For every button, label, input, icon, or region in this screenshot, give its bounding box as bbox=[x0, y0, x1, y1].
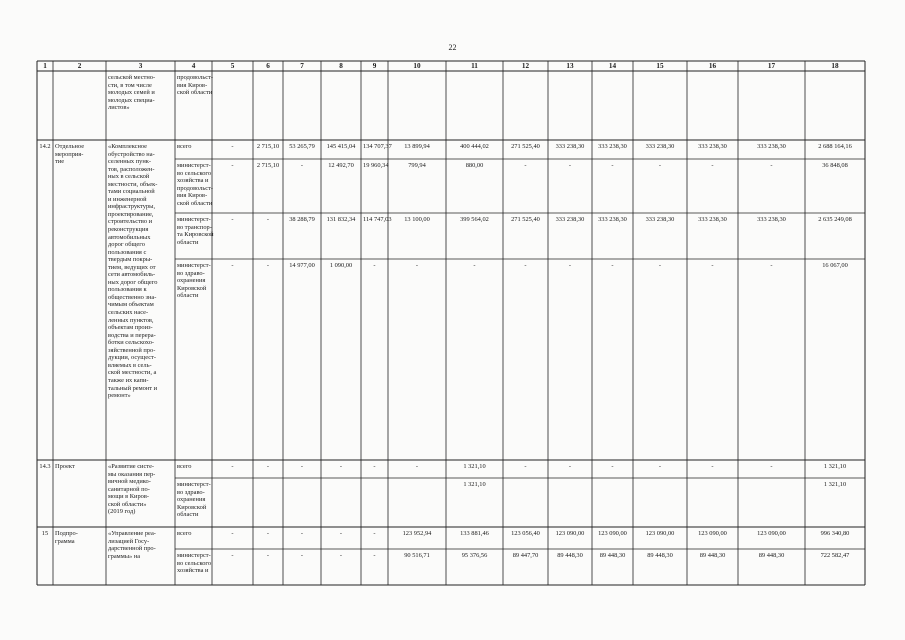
block-type: Подпро- грамма bbox=[55, 530, 78, 545]
value-cell: - bbox=[611, 262, 614, 269]
executor-cell: министерст- во транспор- та Кировской области bbox=[177, 216, 214, 246]
value-cell: - bbox=[231, 552, 234, 559]
value-cell: 123 952,94 bbox=[402, 530, 432, 537]
block-name: «Управление реа- лизацией Госу- дарственной про- граммы» на bbox=[108, 530, 156, 560]
column-header-6: 6 bbox=[266, 62, 270, 70]
executor-cell: министерст- во сельского хозяйства и продовольст- вия Киров- ской области bbox=[177, 162, 214, 207]
value-cell: 19 960,34 bbox=[363, 162, 389, 169]
value-cell: - bbox=[524, 463, 527, 470]
block-name: «Развитие систе- мы оказания пер- вичной медико- санитарной по- мощи в Киров- ской области» (2019 год) bbox=[108, 463, 156, 516]
column-header-10: 10 bbox=[413, 62, 421, 70]
value-cell: 2 715,10 bbox=[256, 143, 280, 150]
executor-cell: министерст- во здраво- охранения Кировской области bbox=[177, 262, 211, 300]
column-header-2: 2 bbox=[77, 62, 82, 70]
value-cell: - bbox=[339, 552, 343, 559]
value-cell: 722 582,47 bbox=[820, 552, 850, 559]
page-number: 22 bbox=[448, 43, 457, 52]
block-number: 14.3 bbox=[39, 463, 51, 470]
value-cell: - bbox=[611, 162, 614, 169]
value-cell: - bbox=[770, 162, 773, 169]
column-header-5: 5 bbox=[230, 62, 235, 70]
value-cell: 271 525,40 bbox=[511, 216, 540, 223]
value-cell: - bbox=[266, 262, 270, 269]
value-cell: 123 090,00 bbox=[555, 530, 585, 537]
value-cell: - bbox=[300, 162, 304, 169]
value-cell: - bbox=[770, 262, 773, 269]
column-header-17: 17 bbox=[767, 62, 776, 70]
value-cell: 53 265,79 bbox=[289, 143, 315, 150]
budget-table bbox=[37, 61, 865, 601]
value-cell: 89 447,70 bbox=[512, 552, 539, 559]
value-cell: 799,94 bbox=[408, 162, 426, 169]
value-cell: 1 321,10 bbox=[463, 481, 486, 488]
value-cell: 333 238,30 bbox=[555, 216, 585, 223]
value-cell: - bbox=[415, 262, 419, 269]
value-cell: 333 238,30 bbox=[598, 216, 627, 223]
block-number: 14.2 bbox=[39, 143, 51, 150]
value-cell: 2 715,10 bbox=[256, 162, 280, 169]
value-cell: 271 525,40 bbox=[511, 143, 540, 150]
value-cell: 123 090,00 bbox=[757, 530, 786, 537]
column-header-8: 8 bbox=[339, 62, 343, 70]
value-cell: - bbox=[711, 262, 714, 269]
value-cell: 123 090,00 bbox=[645, 530, 675, 537]
value-cell: - bbox=[231, 463, 234, 470]
value-cell: - bbox=[658, 463, 662, 470]
value-cell: 333 238,30 bbox=[757, 143, 786, 150]
value-cell: - bbox=[266, 216, 270, 223]
value-cell: 134 707,37 bbox=[363, 143, 392, 150]
value-cell: - bbox=[524, 162, 527, 169]
value-cell: 333 238,30 bbox=[757, 216, 786, 223]
column-header-18: 18 bbox=[831, 62, 839, 70]
value-cell: 131 832,34 bbox=[326, 216, 356, 223]
column-header-11: 11 bbox=[471, 62, 478, 70]
column-header-16: 16 bbox=[708, 62, 717, 70]
value-cell: 1 090,00 bbox=[329, 262, 353, 269]
value-cell: - bbox=[231, 162, 234, 169]
executor-cell: продовольст- вия Киров- ской области bbox=[177, 74, 214, 97]
value-cell: 333 238,30 bbox=[645, 216, 675, 223]
block-type: Проект bbox=[55, 463, 75, 470]
value-cell: 16 067,00 bbox=[822, 262, 848, 269]
value-cell: 333 238,30 bbox=[555, 143, 585, 150]
value-cell: 123 090,00 bbox=[598, 530, 627, 537]
value-cell: 333 238,30 bbox=[645, 143, 675, 150]
column-header-4: 4 bbox=[191, 62, 196, 70]
executor-cell: всего bbox=[177, 530, 192, 537]
value-cell: - bbox=[231, 530, 234, 537]
value-cell: - bbox=[266, 463, 270, 470]
value-cell: - bbox=[373, 530, 376, 537]
column-header-12: 12 bbox=[521, 62, 530, 70]
value-cell: 36 848,08 bbox=[822, 162, 848, 169]
value-cell: 400 444,02 bbox=[460, 143, 489, 150]
block-number: 15 bbox=[41, 530, 49, 537]
value-cell: 2 688 164,16 bbox=[818, 143, 852, 150]
column-header-14: 14 bbox=[608, 62, 617, 70]
executor-cell: министерст- во здраво- охранения Кировской области bbox=[177, 481, 211, 519]
value-cell: 333 238,30 bbox=[698, 143, 727, 150]
executor-cell: всего bbox=[177, 463, 192, 470]
value-cell: - bbox=[300, 530, 304, 537]
value-cell: - bbox=[231, 262, 234, 269]
value-cell: 89 448,30 bbox=[599, 552, 626, 559]
value-cell: - bbox=[770, 463, 773, 470]
block-name: «Комплексное обустройство на- селенных пунк- тов, расположен- ных в сельской местности, объек- тами социальной и инженерной инфраструктуры, проектирование, строительство и реконструкция автомобильных дорог общего пользования с твердым покры- тием, ведущих от сети автомобиль- ных дорог общего пользования к общественно зна- чимым объектам сельских насе- ленных пунктов, объектам произ- водства и перера- ботки сельскохо- зяйственной про- дукции, осущест- вляемых в сель- ской местности, а также их капи- тальный ремонт и ремонт» bbox=[108, 143, 158, 400]
value-cell: 89 448,30 bbox=[647, 552, 673, 559]
value-cell: - bbox=[611, 463, 614, 470]
value-cell: 114 747,03 bbox=[363, 216, 392, 223]
value-cell: - bbox=[231, 143, 234, 150]
value-cell: 89 448,30 bbox=[699, 552, 726, 559]
value-cell: 90 516,71 bbox=[404, 552, 430, 559]
value-cell: 14 977,00 bbox=[289, 262, 315, 269]
value-cell: 38 288,79 bbox=[289, 216, 315, 223]
value-cell: - bbox=[568, 162, 572, 169]
value-cell: 333 238,30 bbox=[698, 216, 727, 223]
value-cell: 1 321,10 bbox=[823, 481, 847, 488]
value-cell: - bbox=[568, 463, 572, 470]
value-cell: 333 238,30 bbox=[598, 143, 627, 150]
column-header-3: 3 bbox=[138, 62, 143, 70]
value-cell: 133 881,46 bbox=[460, 530, 489, 537]
value-cell: - bbox=[300, 552, 304, 559]
column-header-1: 1 bbox=[43, 62, 47, 70]
value-cell: - bbox=[339, 530, 343, 537]
value-cell: 89 448,30 bbox=[758, 552, 785, 559]
value-cell: 13 100,00 bbox=[404, 216, 430, 223]
value-cell: 996 340,80 bbox=[820, 530, 850, 537]
value-cell: - bbox=[373, 463, 376, 470]
block-name: сельской местно- сти, в том числе молодых семей и молодых специа- листов» bbox=[108, 74, 156, 112]
value-cell: 89 448,30 bbox=[557, 552, 583, 559]
executor-cell: всего bbox=[177, 143, 192, 150]
block-type: Отдельное мероприя- тие bbox=[55, 143, 85, 166]
value-cell: 1 321,10 bbox=[463, 463, 486, 470]
value-cell: 145 415,04 bbox=[326, 143, 356, 150]
value-cell: - bbox=[473, 262, 476, 269]
value-cell: - bbox=[711, 162, 714, 169]
value-cell: - bbox=[266, 552, 270, 559]
column-header-9: 9 bbox=[372, 62, 377, 70]
value-cell: 399 564,02 bbox=[460, 216, 489, 223]
executor-cell: министерст- во сельского хозяйства и bbox=[177, 552, 212, 575]
value-cell: - bbox=[658, 162, 662, 169]
column-header-15: 15 bbox=[656, 62, 664, 70]
column-header-13: 13 bbox=[566, 62, 574, 70]
value-cell: - bbox=[524, 262, 527, 269]
value-cell: - bbox=[300, 463, 304, 470]
value-cell: 95 376,56 bbox=[461, 552, 488, 559]
column-header-7: 7 bbox=[300, 62, 304, 70]
value-cell: - bbox=[339, 463, 343, 470]
value-cell: 123 056,40 bbox=[511, 530, 540, 537]
value-cell: 880,00 bbox=[465, 162, 484, 169]
value-cell: - bbox=[658, 262, 662, 269]
value-cell: 12 492,70 bbox=[328, 162, 354, 169]
value-cell: 1 321,10 bbox=[823, 463, 847, 470]
value-cell: 2 635 249,08 bbox=[818, 216, 852, 223]
value-cell: - bbox=[373, 262, 376, 269]
value-cell: - bbox=[373, 552, 376, 559]
value-cell: - bbox=[568, 262, 572, 269]
value-cell: - bbox=[711, 463, 714, 470]
value-cell: - bbox=[266, 530, 270, 537]
value-cell: - bbox=[415, 463, 419, 470]
block-number bbox=[39, 74, 51, 139]
value-cell: 13 899,94 bbox=[404, 143, 430, 150]
block-type bbox=[55, 74, 104, 139]
value-cell: 123 090,00 bbox=[698, 530, 727, 537]
value-cell: - bbox=[231, 216, 234, 223]
